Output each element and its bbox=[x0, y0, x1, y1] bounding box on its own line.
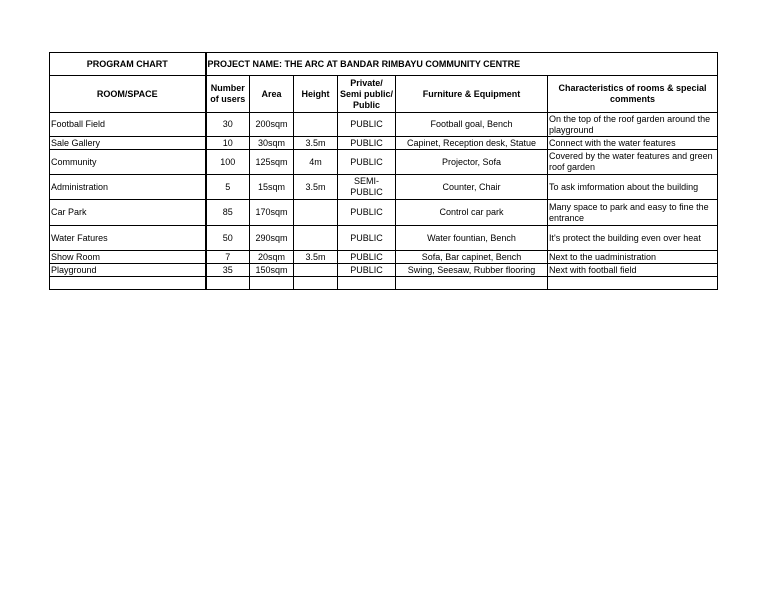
privacy-cell bbox=[338, 277, 396, 290]
table-row bbox=[50, 200, 718, 226]
table-row bbox=[50, 175, 718, 200]
comments-cell: Connect with the water features bbox=[548, 137, 718, 150]
users-cell: 30 bbox=[206, 113, 250, 137]
users-cell bbox=[206, 277, 250, 290]
furniture-cell: Sofa, Bar capinet, Bench bbox=[396, 251, 548, 264]
privacy-cell: PUBLIC bbox=[338, 251, 396, 264]
table-row bbox=[50, 226, 718, 251]
area-cell: 125sqm bbox=[250, 150, 294, 175]
comments-cell: It's protect the building even over heat bbox=[548, 226, 718, 251]
room-cell: Water Fatures bbox=[50, 226, 206, 251]
area-cell: 170sqm bbox=[250, 200, 294, 226]
area-cell: 20sqm bbox=[250, 251, 294, 264]
furniture-cell: Capinet, Reception desk, Statue bbox=[396, 137, 548, 150]
privacy-cell: PUBLIC bbox=[338, 150, 396, 175]
area-cell: 150sqm bbox=[250, 264, 294, 277]
comments-cell: Covered by the water features and green roof garden bbox=[548, 150, 718, 175]
furniture-cell: Swing, Seesaw, Rubber flooring bbox=[396, 264, 548, 277]
room-cell: Community bbox=[50, 150, 206, 175]
height-cell bbox=[294, 226, 338, 251]
table-row bbox=[50, 264, 718, 277]
room-cell: Sale Gallery bbox=[50, 137, 206, 150]
users-cell: 7 bbox=[206, 251, 250, 264]
users-cell: 10 bbox=[206, 137, 250, 150]
furniture-cell: Control car park bbox=[396, 200, 548, 226]
height-cell: 4m bbox=[294, 150, 338, 175]
room-cell: Football Field bbox=[50, 113, 206, 137]
program-chart-table bbox=[49, 52, 718, 290]
height-cell bbox=[294, 200, 338, 226]
privacy-cell: PUBLIC bbox=[338, 137, 396, 150]
room-cell bbox=[50, 277, 206, 290]
table-row-empty bbox=[50, 277, 718, 290]
table-row bbox=[50, 150, 718, 175]
column-header-row bbox=[50, 76, 718, 113]
col-header-characteristics: Characteristics of rooms & special comments bbox=[548, 76, 718, 113]
furniture-cell: Football goal, Bench bbox=[396, 113, 548, 137]
comments-cell: Next with football field bbox=[548, 264, 718, 277]
height-cell: 3.5m bbox=[294, 251, 338, 264]
col-header-privacy: Private/ Semi public/ Public bbox=[338, 76, 396, 113]
comments-cell bbox=[548, 277, 718, 290]
height-cell: 3.5m bbox=[294, 137, 338, 150]
area-cell bbox=[250, 277, 294, 290]
area-cell: 290sqm bbox=[250, 226, 294, 251]
privacy-cell: PUBLIC bbox=[338, 264, 396, 277]
furniture-cell: Counter, Chair bbox=[396, 175, 548, 200]
col-header-room: ROOM/SPACE bbox=[50, 76, 206, 113]
room-cell: Car Park bbox=[50, 200, 206, 226]
area-cell: 15sqm bbox=[250, 175, 294, 200]
project-name-title: PROJECT NAME: THE ARC AT BANDAR RIMBAYU COMMUNITY CENTRE bbox=[206, 53, 718, 76]
height-cell bbox=[294, 277, 338, 290]
comments-cell: On the top of the roof garden around the playground bbox=[548, 113, 718, 137]
users-cell: 5 bbox=[206, 175, 250, 200]
users-cell: 35 bbox=[206, 264, 250, 277]
table-row bbox=[50, 251, 718, 264]
title-row bbox=[50, 53, 718, 76]
comments-cell: Next to the uadministration bbox=[548, 251, 718, 264]
furniture-cell bbox=[396, 277, 548, 290]
privacy-cell: PUBLIC bbox=[338, 226, 396, 251]
col-header-users: Number of users bbox=[206, 76, 250, 113]
col-header-furniture: Furniture & Equipment bbox=[396, 76, 548, 113]
program-chart-title: PROGRAM CHART bbox=[50, 53, 206, 76]
height-cell: 3.5m bbox=[294, 175, 338, 200]
users-cell: 85 bbox=[206, 200, 250, 226]
area-cell: 200sqm bbox=[250, 113, 294, 137]
furniture-cell: Water fountian, Bench bbox=[396, 226, 548, 251]
comments-cell: To ask imformation about the building bbox=[548, 175, 718, 200]
users-cell: 100 bbox=[206, 150, 250, 175]
privacy-cell: PUBLIC bbox=[338, 113, 396, 137]
comments-cell: Many space to park and easy to fine the entrance bbox=[548, 200, 718, 226]
table-row bbox=[50, 137, 718, 150]
col-header-area: Area bbox=[250, 76, 294, 113]
room-cell: Playground bbox=[50, 264, 206, 277]
room-cell: Show Room bbox=[50, 251, 206, 264]
table-row bbox=[50, 113, 718, 137]
height-cell bbox=[294, 264, 338, 277]
privacy-cell: PUBLIC bbox=[338, 200, 396, 226]
privacy-cell: SEMI-PUBLIC bbox=[338, 175, 396, 200]
height-cell bbox=[294, 113, 338, 137]
col-header-height: Height bbox=[294, 76, 338, 113]
area-cell: 30sqm bbox=[250, 137, 294, 150]
room-cell: Administration bbox=[50, 175, 206, 200]
furniture-cell: Projector, Sofa bbox=[396, 150, 548, 175]
users-cell: 50 bbox=[206, 226, 250, 251]
